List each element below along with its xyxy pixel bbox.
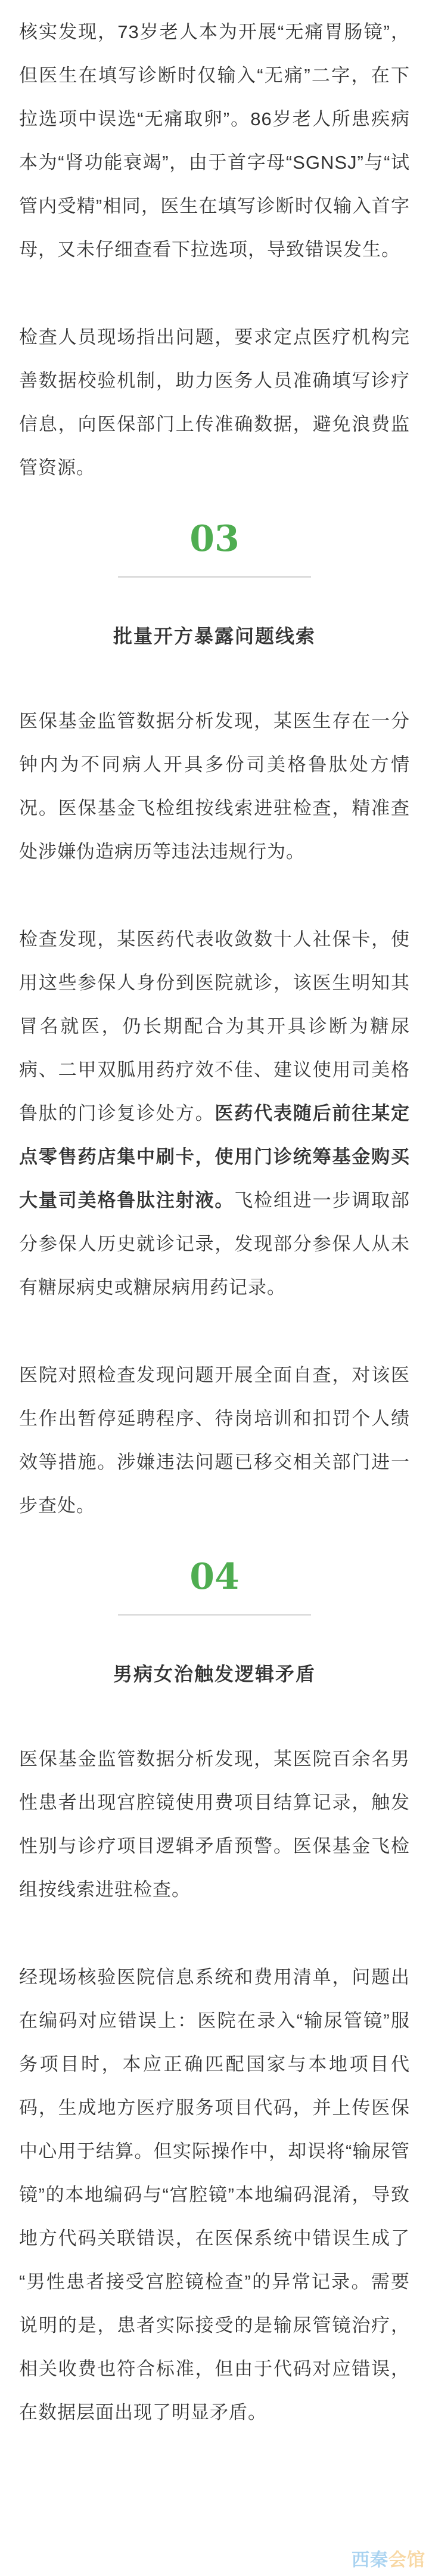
section-divider [118,1614,311,1616]
section-title-03: 批量开方暴露问题线索 [113,625,316,647]
section-header-03 [19,518,410,656]
body-paragraph-4 [19,917,410,1309]
body-paragraph-2: 检查人员现场指出问题，要求定点医疗机构完善数据校验机制，助力医务人员准确填写诊疗信息，向医保部门上传准确数据，避免浪费监管资源。 [19,327,410,478]
section-title-04: 男病女治触发逻辑矛盾 [113,1663,316,1685]
paragraph-4-bold-highlight: 医药代表随后前往某定点零售药店集中刷卡，使用门诊统筹基金购买大量司美格鲁肽注射液。 [19,1103,410,1211]
section-number-04: 04 [189,1556,240,1598]
body-paragraph-5: 医院对照检查发现问题开展全面自查，对该医生作出暂停延聘程序、待岗培训和扣罚个人绩效等措施。涉嫌违法问题已移交相关部门进一步查处。 [19,1365,410,1516]
section-divider [118,576,311,578]
section-number-03: 03 [189,518,240,560]
watermark-text-primary: 西秦 [352,2550,388,2570]
body-paragraph-6: 医保基金监管数据分析发现，某医院百余名男性患者出现宫腔镜使用费项目结算记录，触发性别与诊疗项目逻辑矛盾预警。医保基金飞检组按线索进驻检查。 [19,1749,410,1900]
body-paragraph-1: 核实发现，73岁老人本为开展“无痛胃肠镜”，但医生在填写诊断时仅输入“无痛”二字，在下拉选项中误选“无痛取卵”。86岁老人所患疾病本为“肾功能衰竭”，由于首字母“SGNSJ”与“试管内受精”相同，医生在填写诊断时仅输入首字母，又未仔细查看下拉选项，导致错误发生。 [19,21,410,260]
watermark-logo [352,2545,425,2571]
paragraph-4-tail: 飞检组进一步调取部分参保人历史就诊记录，发现部分参保人从未有糖尿病史或糖尿病用药记录。 [19,1190,411,1298]
section-header-04 [19,1556,410,1694]
body-paragraph-3: 医保基金监管数据分析发现，某医生存在一分钟内为不同病人开具多份司美格鲁肽处方情况。医保基金飞检组按线索进驻检查，精准查处涉嫌伪造病历等违法违规行为。 [19,711,410,862]
watermark-text-secondary: 会馆 [388,2550,425,2570]
paragraph-4-lead: 检查发现，某医药代表收敛数十人社保卡，使用这些参保人身份到医院就诊，该医生明知其冒名就医，仍长期配合为其开具诊断为糖尿病、二甲双胍用药疗效不佳、建议使用司美格鲁肽的门诊复诊处方。 [19,929,410,1124]
body-paragraph-7: 经现场核验医院信息系统和费用清单，问题出在编码对应错误上：医院在录入“输尿管镜”服务项目时，本应正确匹配国家与本地项目代码，生成地方医疗服务项目代码，并上传医保中心用于结算。但实际操作中，却误将“输尿管镜”的本地编码与“宫腔镜”本地编码混淆，导致地方代码关联错误，在医保系统中错误生成了“男性患者接受宫腔镜检查”的异常记录。需要说明的是，患者实际接受的是输尿管镜治疗，相关收费也符合标准，但由于代码对应错误，在数据层面出现了明显矛盾。 [19,1967,410,2423]
